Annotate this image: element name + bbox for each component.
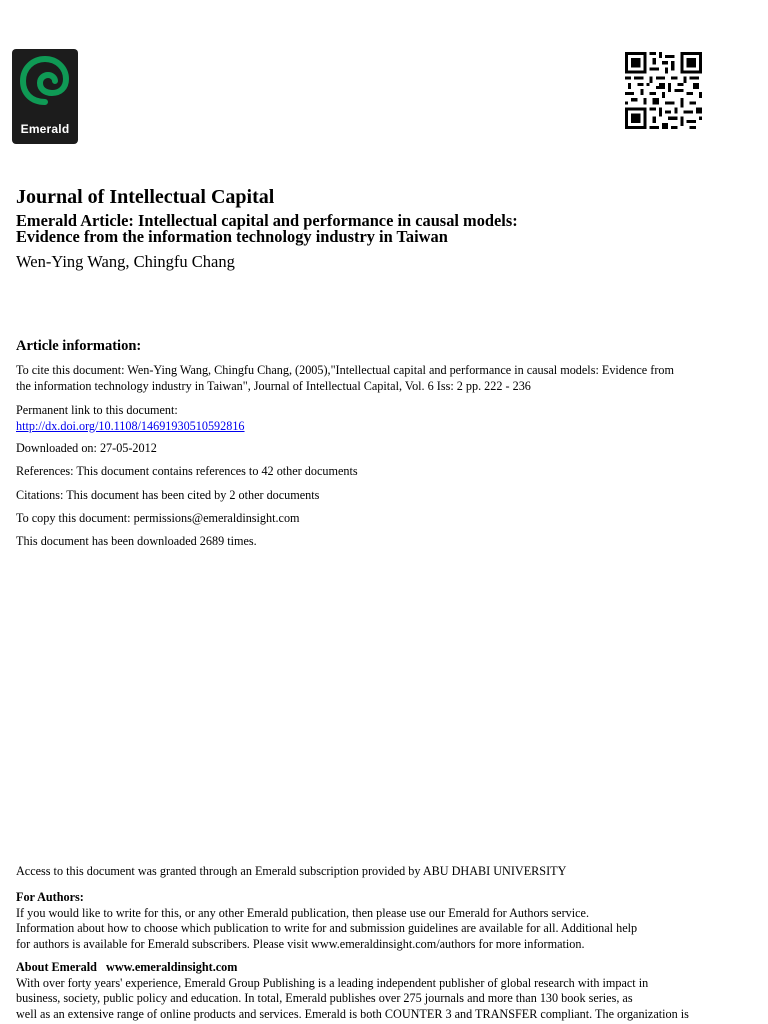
for-authors-line-1: If you would like to write for this, or any other Emerald publication, then please use our Emerald for Authors service. [16, 905, 589, 920]
permanent-link-label: Permanent link to this document: [16, 403, 178, 417]
copy-permissions: To copy this document: permissions@emeraldinsight.com [16, 511, 300, 525]
downloaded-on: Downloaded on: 27-05-2012 [16, 441, 157, 455]
for-authors-line-2: Information about how to choose which publication to write for and submission guidelines are available for all. Additional help [16, 921, 638, 935]
article-authors: Wen-Ying Wang, Chingfu Chang [16, 252, 235, 271]
citations-count: Citations: This document has been cited by 2 other documents [16, 488, 320, 502]
about-emerald-heading: About Emerald www.emeraldinsight.com [16, 960, 238, 974]
references-count: References: This document contains references to 42 other documents [16, 464, 358, 478]
emerald-swirl-icon [19, 55, 71, 117]
journal-title: Journal of Intellectual Capital [16, 186, 275, 208]
for-authors-section [16, 890, 756, 952]
for-authors-heading: For Authors: [16, 890, 84, 904]
article-title [16, 213, 736, 245]
permanent-link-block [16, 402, 736, 434]
about-emerald-section [16, 960, 756, 1022]
citation-line-2: the information technology industry in Taiwan", Journal of Intellectual Capital, Vol. 6 Iss: 2 pp. 222 - 236 [16, 379, 531, 393]
article-title-line-2: Evidence from the information technology industry in Taiwan [16, 227, 448, 246]
qr-code-icon [625, 52, 702, 129]
access-notice: Access to this document was granted through an Emerald subscription provided by ABU DHABI UNIVERSITY [16, 864, 567, 878]
for-authors-line-3: for authors is available for Emerald subscribers. Please visit www.emeraldinsight.com/authors for more information. [16, 936, 585, 951]
about-line-2: business, society, public policy and education. In total, Emerald publishes over 275 journals and more than 130 book series, as [16, 991, 633, 1005]
emerald-logo [12, 49, 78, 144]
download-count: This document has been downloaded 2689 times. [16, 534, 257, 548]
article-title-line-1: Emerald Article: Intellectual capital and performance in causal models: [16, 211, 518, 230]
citation-line-1: To cite this document: Wen-Ying Wang, Chingfu Chang, (2005),"Intellectual capital and performance in causal models: Evidence from [16, 363, 674, 377]
article-information-heading: Article information: [16, 338, 142, 354]
logo-wordmark: Emerald [20, 122, 70, 136]
about-line-1: With over forty years' experience, Emerald Group Publishing is a leading independent publisher of global research with impact in [16, 975, 649, 990]
citation-text [16, 362, 736, 394]
about-line-3: well as an extensive range of online products and services. Emerald is both COUNTER 3 and TRANSFER compliant. The organization is [16, 1006, 689, 1021]
permanent-link[interactable]: http://dx.doi.org/10.1108/14691930510592816 [16, 419, 245, 433]
